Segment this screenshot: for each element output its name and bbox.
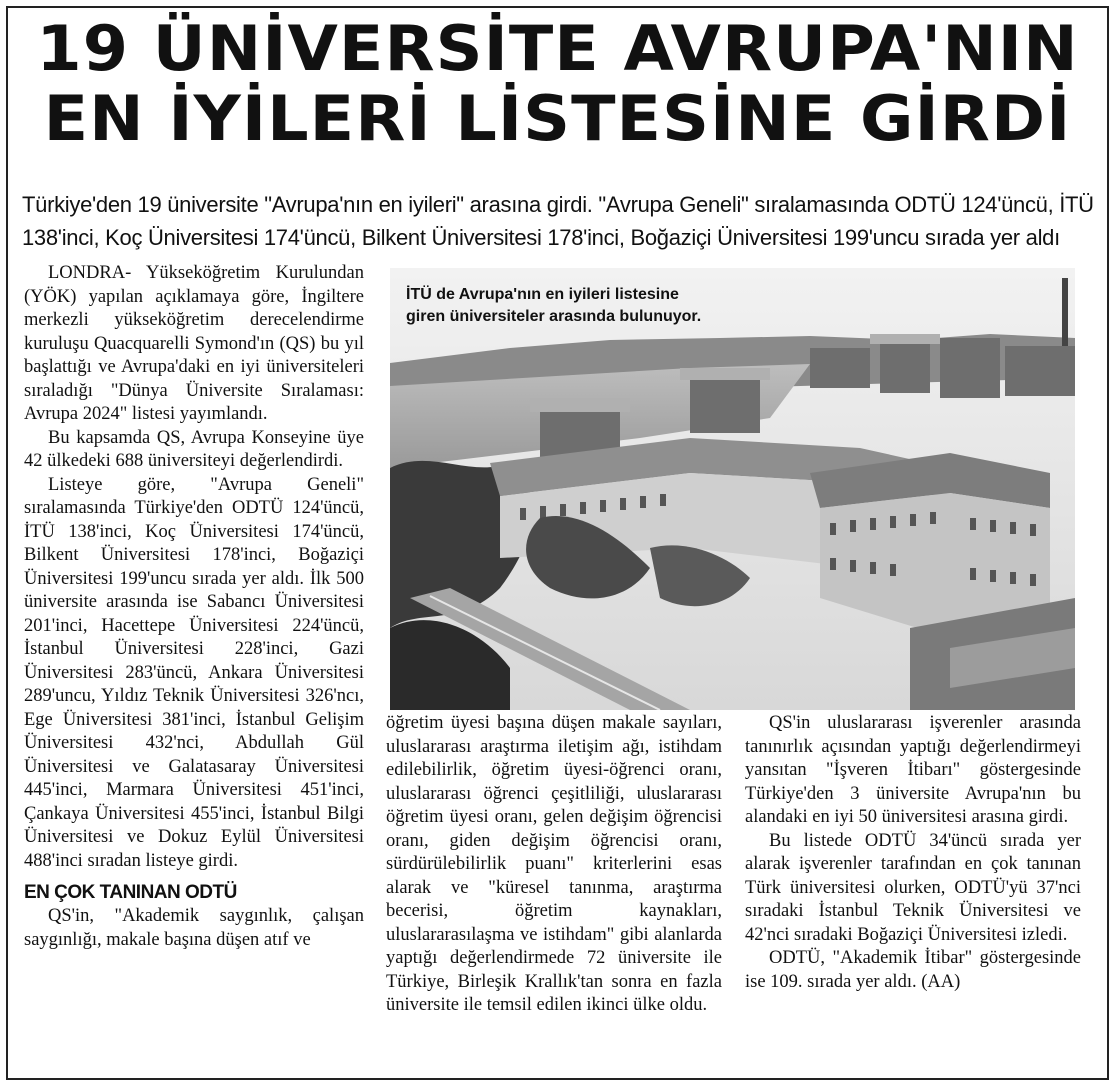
paragraph: Bu kapsamda QS, Avrupa Konseyine üye 42 ülkedeki 688 üniversiteyi değerlendirdi.	[24, 427, 364, 471]
photo-caption-line-2: giren üniversiteler arasında bulunuyor.	[406, 308, 702, 325]
column-1	[24, 262, 364, 952]
column-3	[745, 712, 1081, 994]
photo-caption-line-1: İTÜ de Avrupa'nın en iyileri listesine	[406, 286, 679, 303]
campus-photo	[390, 268, 1075, 710]
headline-line-2: EN İYİLERİ LİSTESİNE GİRDİ	[43, 82, 1072, 155]
paragraph: Listeye göre, "Avrupa Geneli" sıralamasında Türkiye'den ODTÜ 124'üncü, İTÜ 138'inci, Koç Üniversitesi 174'üncü, Bilkent Üniversitesi 178'inci, Boğaziçi Üniversitesi 199'uncu sırada yer aldı. İlk 500 üniversite arasında ise Sabancı Üniversitesi 201'inci, Hacettepe Üniversitesi 224'üncü, İstanbul Üniversitesi 228'inci, Gazi Üniversitesi 283'üncü, Ankara Üniversitesi 289'uncu, Yıldız Teknik Üniversitesi 326'ncı, Ege Üniversitesi 381'inci, İstanbul Gelişim Üniversitesi 432'nci, Abdullah Gül Üniversitesi ve Galatasaray Üniversitesi 445'inci, Marmara Üniversitesi 451'inci, Çankaya Üniversitesi 455'inci, İstanbul Bilgi Üniversitesi ve Dokuz Eylül Üniversitesi 488'inci sıradan listeye girdi.	[24, 474, 364, 871]
paragraph: QS'in uluslararası işverenler arasında tanınırlık açısından yaptığı değerlendirmeyi yansıtan "İşveren İtibarı" göstergesinde Türkiye'den 3 üniversite Avrupa'nın bu alandaki en iyi 50 üniversitesi arasına girdi.	[745, 713, 1081, 827]
headline-line-1: 19 ÜNİVERSİTE AVRUPA'NIN	[36, 12, 1079, 85]
paragraph: QS'in, "Akademik saygınlık, çalışan saygınlığı, makale başına düşen atıf ve	[24, 906, 364, 950]
paragraph: Bu listede ODTÜ 34'üncü sırada yer alarak işverenler tarafından en çok tanınan Türk üniversitesi olurken, ODTÜ'yü 37'nci sıradaki İstanbul Teknik Üniversitesi ve 42'nci sıradaki Boğaziçi Üniversitesi izledi.	[745, 830, 1081, 945]
headline	[14, 14, 1101, 154]
photo-caption	[406, 284, 701, 328]
column-2	[386, 712, 722, 1018]
paragraph: ODTÜ, "Akademik İtibar" göstergesinde ise 109. sırada yer aldı. (AA)	[745, 948, 1081, 992]
paragraph: LONDRA- Yükseköğretim Kurulundan (YÖK) yapılan açıklamaya göre, İngiltere merkezli yükseköğretim derecelendirme kuruluşu Quacquarelli Symond'ın (QS) bu yıl başlattığı ve Avrupa'daki en iyi üniversiteleri sıraladığı "Dünya Üniversite Sıralaması: Avrupa 2024" listesi yayımlandı.	[24, 263, 364, 424]
campus-photo-image	[390, 268, 1075, 710]
subheading: EN ÇOK TANINAN ODTÜ	[24, 882, 237, 903]
paragraph: öğretim üyesi başına düşen makale sayıları, uluslararası araştırma iletişim ağı, istihdam edilebilirlik, öğretim üyesi-öğrenci oranı, uluslararası öğrenci çeşitliliği, uluslararası öğretim üyesi oranı, gelen değişim öğrencisi oranı, giden değişim öğrencisi oranı, sürdürülebilirlik puanı" kriterlerini esas alarak ve "küresel tanınma, araştırma becerisi, öğretim kaynakları, uluslararasılaşma ve istihdam" gibi alanlarda yaptığı değerlendirmede 72 üniversite ile Türkiye, Birleşik Krallık'tan sonra en fazla üniversite ile temsil edilen ikinci ülke oldu.	[386, 713, 722, 1015]
deck-summary: Türkiye'den 19 üniversite "Avrupa'nın en iyileri" arasına girdi. "Avrupa Geneli" sıralamasında ODTÜ 124'üncü, İTÜ 138'inci, Koç Üniversitesi 174'üncü, Bilkent Üniversitesi 178'inci, Boğaziçi Üniversitesi 199'uncu sırada yer aldı	[22, 192, 1094, 250]
